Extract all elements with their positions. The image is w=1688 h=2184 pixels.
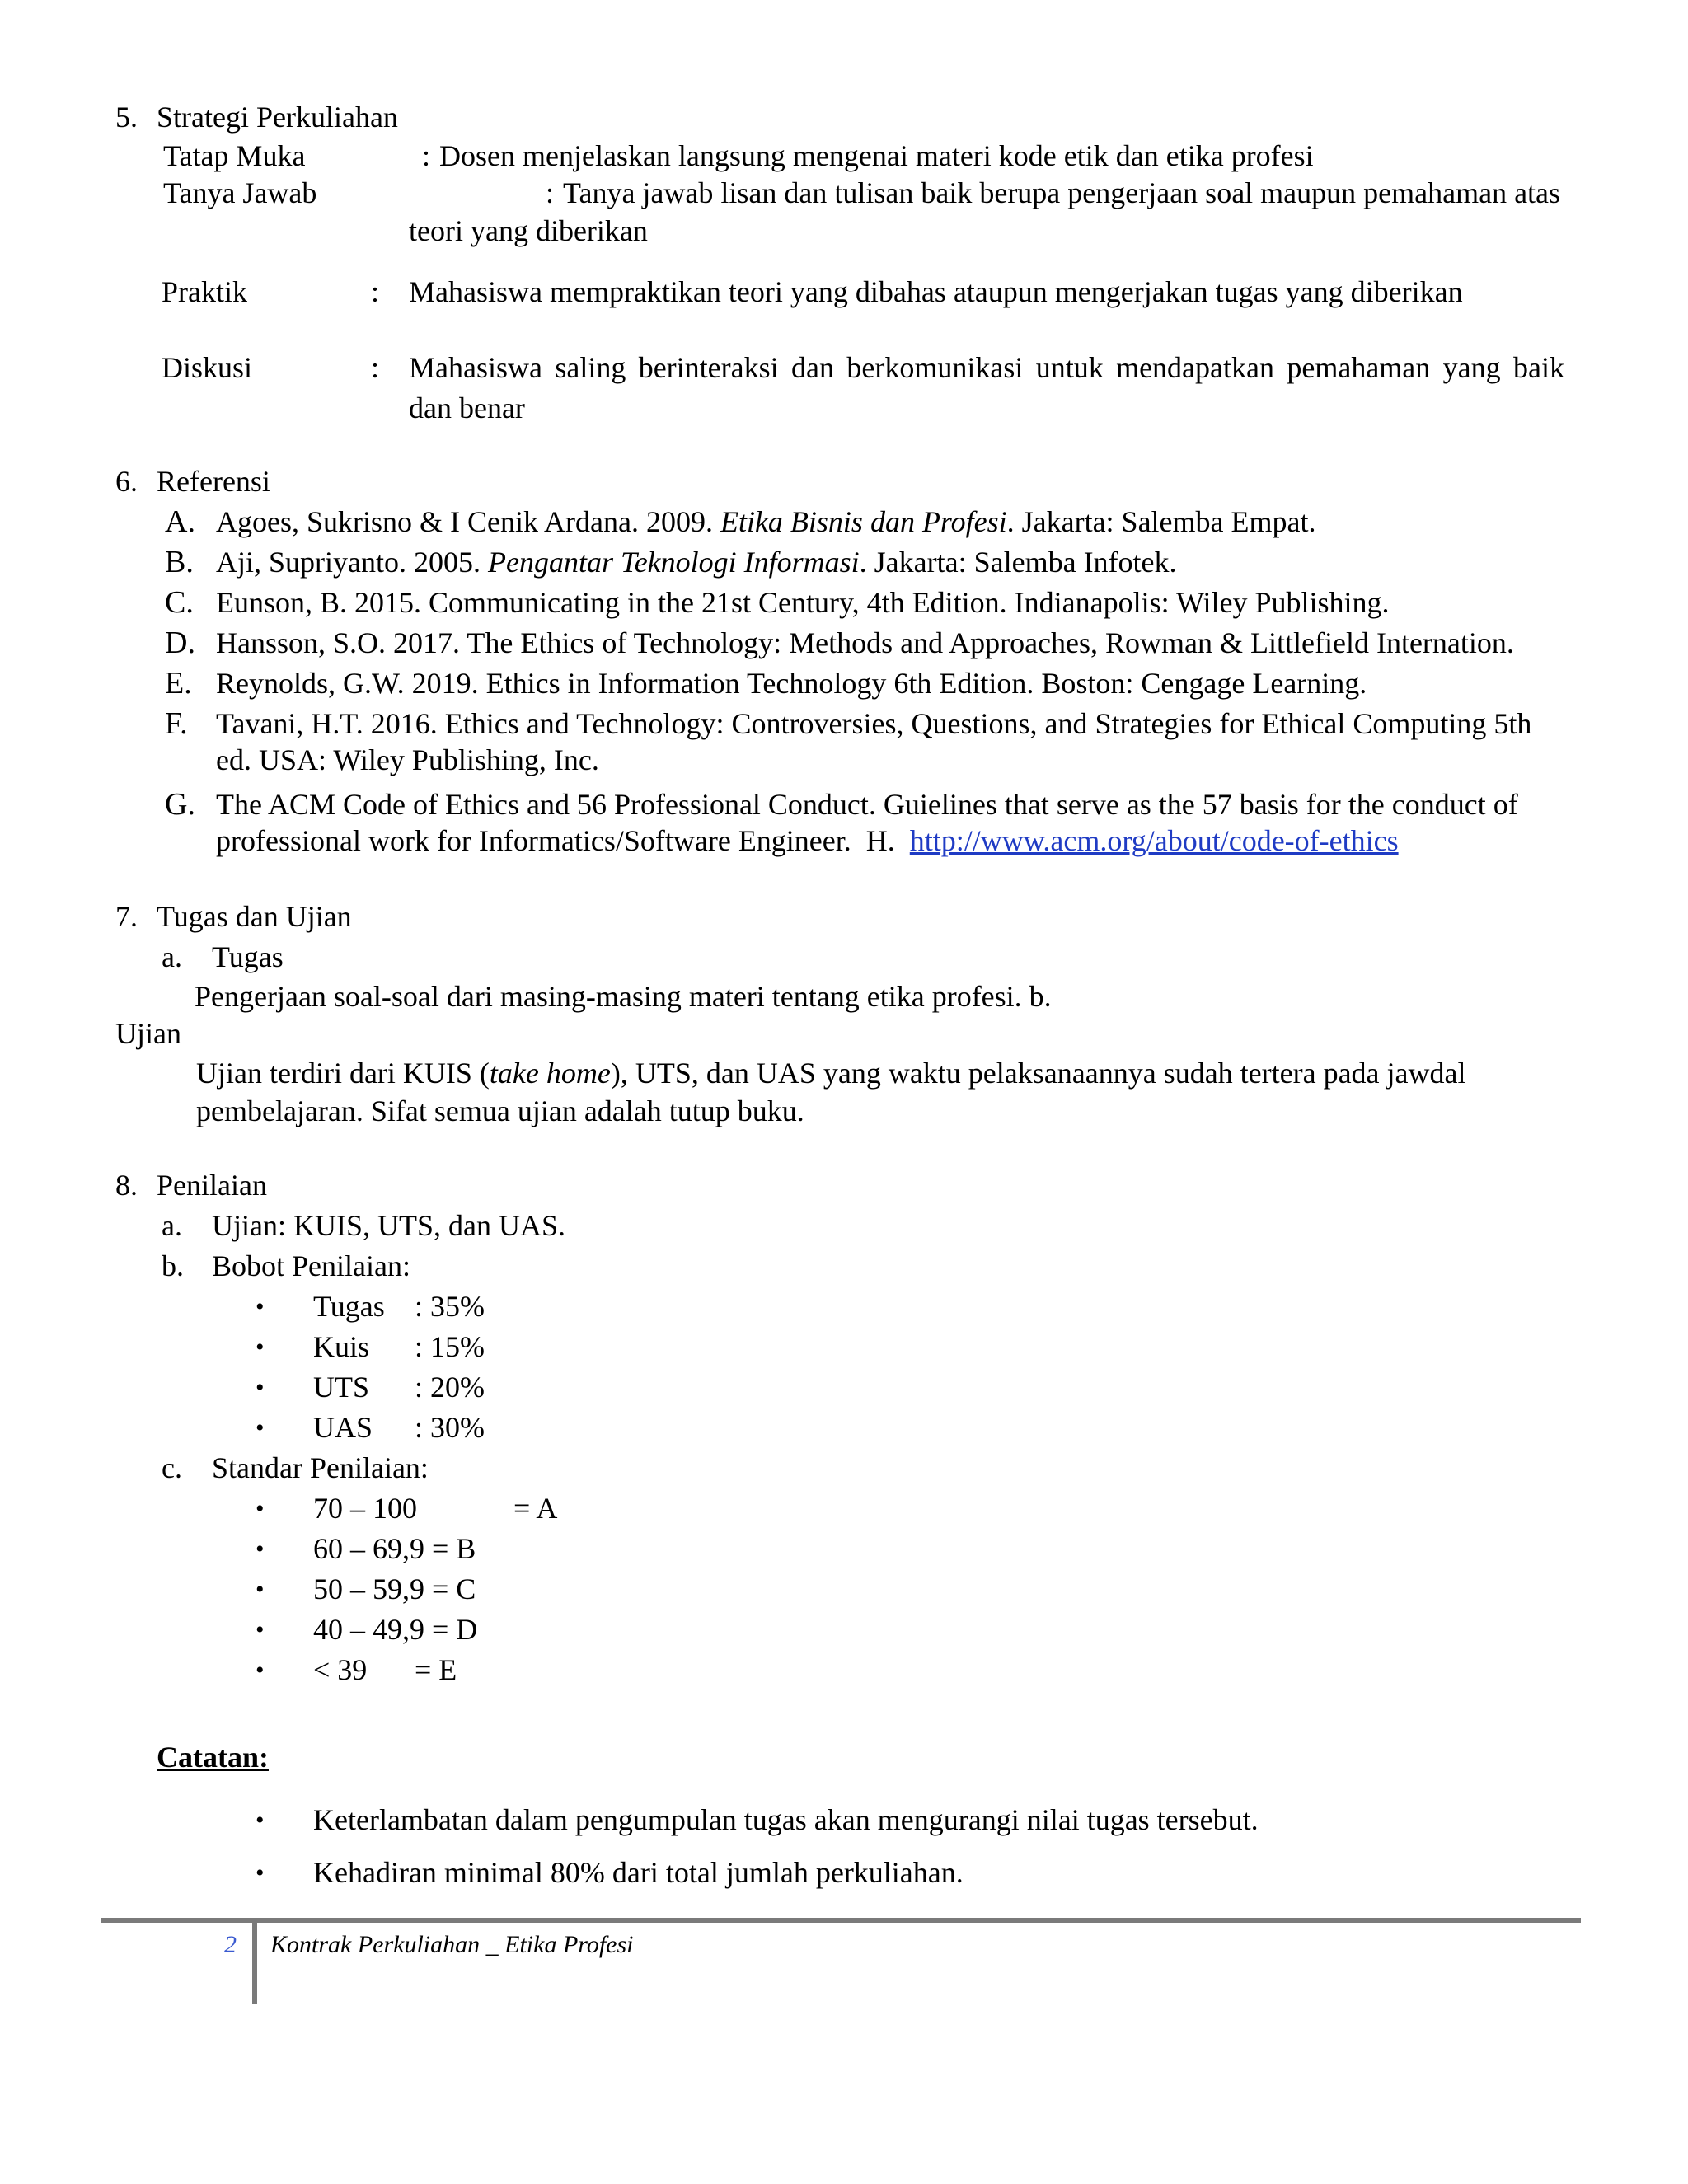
weight-name-uas: UAS bbox=[313, 1411, 373, 1444]
strategy-label-tanya-jawab: Tanya Jawab bbox=[163, 176, 317, 209]
note-item-1: Keterlambatan dalam pengumpulan tugas akan mengurangi nilai tugas tersebut. bbox=[313, 1803, 1259, 1836]
ref-b: Aji, Supriyanto. 2005. Pengantar Teknologi Informasi. Jakarta: Salemba Infotek. bbox=[216, 546, 1177, 579]
ref-letter-c: C. bbox=[165, 585, 194, 620]
strategy-label-tatap-muka: Tatap Muka bbox=[163, 139, 306, 172]
bullet-icon: • bbox=[256, 1374, 265, 1401]
ref-letter-b: B. bbox=[165, 545, 194, 579]
grade-letter-a: = A bbox=[513, 1492, 558, 1525]
strategy-label-diskusi: Diskusi bbox=[162, 351, 253, 384]
bullet-icon: • bbox=[256, 1414, 265, 1441]
strategy-text-tatap-muka: Dosen menjelaskan langsung mengenai materi kode etik dan etika profesi bbox=[439, 139, 1314, 172]
section-8-title: Penilaian bbox=[157, 1169, 267, 1202]
grade-range-b: 60 – 69,9 = B bbox=[313, 1532, 476, 1565]
section-7-number: 7. bbox=[115, 900, 138, 933]
ref-letter-e: E. bbox=[165, 666, 192, 701]
strategy-sep-tatap-muka: : bbox=[422, 139, 431, 172]
grade-range-d: 40 – 49,9 = D bbox=[313, 1613, 478, 1646]
ref-d: Hansson, S.O. 2017. The Ethics of Technology: Methods and Approaches, Rowman & Littlefield Internation. bbox=[216, 626, 1514, 659]
ujian-text-line1: Ujian terdiri dari KUIS (take home), UTS, dan UAS yang waktu pelaksanaannya sudah tertera pada jawdal bbox=[196, 1057, 1466, 1090]
note-item-2: Kehadiran minimal 80% dari total jumlah perkuliahan. bbox=[313, 1856, 964, 1889]
grade-range-e: < 39 bbox=[313, 1653, 368, 1686]
ref-a: Agoes, Sukrisno & I Cenik Ardana. 2009. Etika Bisnis dan Profesi. Jakarta: Salemba Empat. bbox=[216, 505, 1316, 538]
acm-code-of-ethics-link[interactable]: http://www.acm.org/about/code-of-ethics bbox=[909, 824, 1399, 857]
bullet-icon: • bbox=[256, 1293, 265, 1320]
strategy-sep-tanya-jawab: : bbox=[546, 176, 555, 209]
bullet-icon: • bbox=[256, 1576, 265, 1603]
ref-letter-a: A. bbox=[165, 504, 195, 539]
weight-name-tugas: Tugas bbox=[313, 1290, 385, 1323]
weight-name-kuis: Kuis bbox=[313, 1330, 370, 1363]
notes-title: Catatan: bbox=[157, 1741, 269, 1774]
bullet-icon: • bbox=[256, 1657, 265, 1684]
grade-range-c: 50 – 59,9 = C bbox=[313, 1572, 476, 1605]
penilaian-a-text: Ujian: KUIS, UTS, dan UAS. bbox=[212, 1209, 565, 1242]
bullet-icon: • bbox=[256, 1616, 265, 1643]
strategy-sep-diskusi: : bbox=[371, 351, 380, 384]
ref-letter-g: G. bbox=[165, 787, 195, 822]
penilaian-b-letter: b. bbox=[162, 1249, 184, 1282]
section-6-number: 6. bbox=[115, 465, 138, 498]
ref-c: Eunson, B. 2015. Communicating in the 21st Century, 4th Edition. Indianapolis: Wiley Publishing. bbox=[216, 586, 1390, 619]
strategy-text-tanya-jawab: Tanya jawab lisan dan tulisan baik berupa pengerjaan soal maupun pemahaman atas bbox=[563, 176, 1561, 209]
ref-letter-f: F. bbox=[165, 706, 188, 741]
section-5-title: Strategi Perkuliahan bbox=[157, 101, 398, 134]
bullet-icon: • bbox=[256, 1495, 265, 1522]
ref-f-line2: ed. USA: Wiley Publishing, Inc. bbox=[216, 743, 599, 776]
weight-value-tugas: : 35% bbox=[415, 1290, 485, 1323]
footer-vertical-bar bbox=[252, 1923, 257, 2004]
bullet-icon: • bbox=[256, 1535, 265, 1563]
weight-value-uas: : 30% bbox=[415, 1411, 485, 1444]
strategy-label-praktik: Praktik bbox=[162, 275, 247, 308]
grade-range-a: 70 – 100 bbox=[313, 1492, 417, 1525]
tugas-text: Pengerjaan soal-soal dari masing-masing materi tentang etika profesi. b. bbox=[195, 980, 1052, 1013]
footer-title: Kontrak Perkuliahan _ Etika Profesi bbox=[270, 1931, 634, 1958]
weight-value-kuis: : 15% bbox=[415, 1330, 485, 1363]
penilaian-c-letter: c. bbox=[162, 1451, 182, 1484]
ref-f-line1: Tavani, H.T. 2016. Ethics and Technology: Controversies, Questions, and Strategies for Ethical Computing 5th bbox=[216, 707, 1532, 740]
bullet-icon: • bbox=[256, 1333, 265, 1361]
penilaian-a-letter: a. bbox=[162, 1209, 182, 1242]
strategy-text-praktik: Mahasiswa mempraktikan teori yang dibahas ataupun mengerjakan tugas yang diberikan bbox=[409, 275, 1463, 308]
tugas-letter: a. bbox=[162, 940, 182, 973]
penilaian-c-text: Standar Penilaian: bbox=[212, 1451, 429, 1484]
section-6-title: Referensi bbox=[157, 465, 270, 498]
section-8-number: 8. bbox=[115, 1169, 138, 1202]
ujian-text-line2: pembelajaran. Sifat semua ujian adalah tutup buku. bbox=[196, 1094, 804, 1127]
ref-g-line1: The ACM Code of Ethics and 56 Professional Conduct. Guielines that serve as the 57 basis for the conduct of bbox=[216, 788, 1518, 821]
ref-letter-d: D. bbox=[165, 626, 195, 660]
tugas-title: Tugas bbox=[212, 940, 284, 973]
strategy-sep-praktik: : bbox=[371, 275, 380, 308]
penilaian-b-text: Bobot Penilaian: bbox=[212, 1249, 410, 1282]
strategy-text-tanya-jawab-cont: teori yang diberikan bbox=[409, 214, 648, 247]
ref-g-line2: professional work for Informatics/Software Engineer. H. http://www.acm.org/about/code-of-ethics bbox=[216, 824, 1399, 857]
ref-e: Reynolds, G.W. 2019. Ethics in Information Technology 6th Edition. Boston: Cengage Learning. bbox=[216, 667, 1367, 700]
footer-divider bbox=[101, 1918, 1581, 1923]
grade-letter-e: = E bbox=[415, 1653, 457, 1686]
strategy-text-diskusi: Mahasiswa saling berinteraksi dan berkomunikasi untuk mendapatkan pemahaman yang baik dan benar bbox=[409, 351, 1564, 424]
weight-name-uts: UTS bbox=[313, 1371, 370, 1404]
ujian-title: Ujian bbox=[115, 1017, 181, 1050]
section-5-number: 5. bbox=[115, 101, 138, 134]
page-number: 2 bbox=[224, 1931, 237, 1958]
bullet-icon: • bbox=[256, 1807, 265, 1834]
weight-value-uts: : 20% bbox=[415, 1371, 485, 1404]
section-7-title: Tugas dan Ujian bbox=[157, 900, 352, 933]
bullet-icon: • bbox=[256, 1859, 265, 1886]
